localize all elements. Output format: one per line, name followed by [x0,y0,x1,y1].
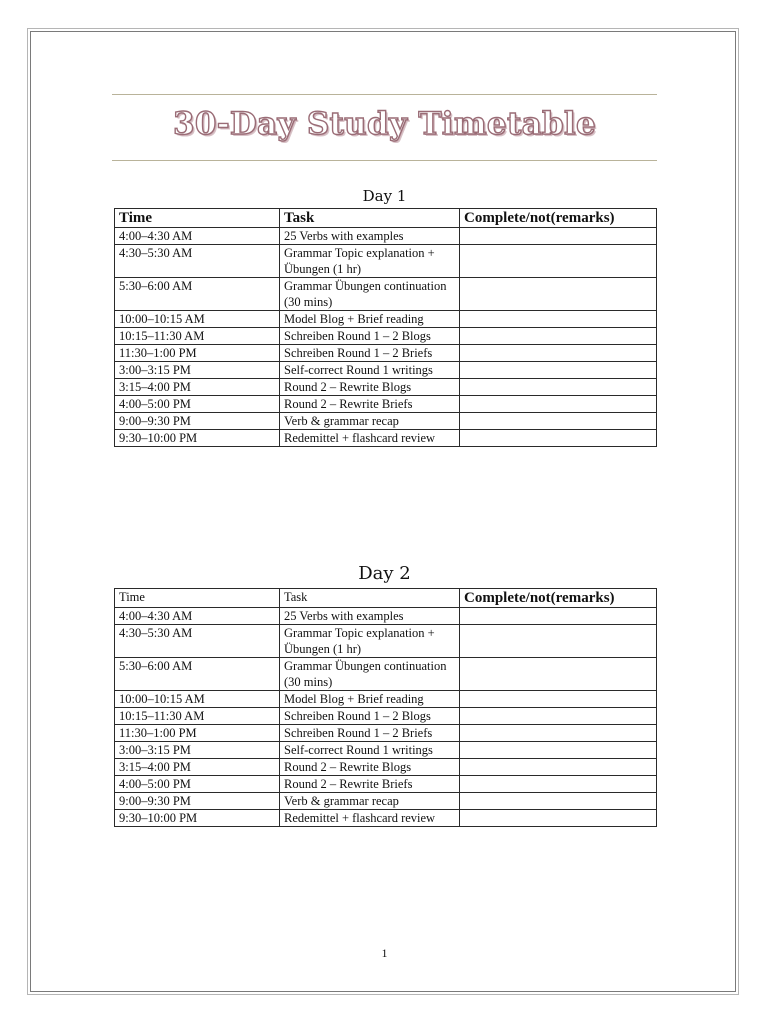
document-title: 30-Day Study Timetable [172,106,597,142]
table-row [115,691,657,708]
table-row [115,345,657,362]
time-cell: 4:00–5:00 PM [115,776,280,793]
remarks-cell [460,345,657,362]
table-row [115,245,657,278]
remarks-cell [460,413,657,430]
time-cell: 5:30–6:00 AM [115,658,280,691]
page-number: 1 [381,946,388,960]
day-1-table-body [115,228,657,447]
remarks-cell [460,793,657,810]
remarks-cell [460,245,657,278]
table-row [115,228,657,245]
remarks-cell [460,379,657,396]
time-cell: 3:00–3:15 PM [115,742,280,759]
header-task: Task [280,589,460,608]
remarks-cell [460,658,657,691]
remarks-cell [460,328,657,345]
time-cell: 4:30–5:30 AM [115,245,280,278]
remarks-cell [460,691,657,708]
remarks-cell [460,311,657,328]
header-time: Time [115,589,280,608]
day-2-heading: Day 2 [358,563,411,584]
day-2-table [114,588,657,827]
table-row [115,776,657,793]
remarks-cell [460,725,657,742]
table-row [115,658,657,691]
time-cell: 9:00–9:30 PM [115,413,280,430]
table-row [115,379,657,396]
table-row [115,759,657,776]
task-cell: Schreiben Round 1 – 2 Briefs [280,725,460,742]
task-cell: Grammar Übungen continuation (30 mins) [280,658,460,691]
task-cell: Grammar Topic explanation + Übungen (1 hr) [280,245,460,278]
remarks-cell [460,742,657,759]
time-cell: 10:15–11:30 AM [115,708,280,725]
time-cell: 3:15–4:00 PM [115,379,280,396]
task-cell: Schreiben Round 1 – 2 Blogs [280,708,460,725]
header-remarks: Complete/not(remarks) [460,209,657,228]
title-top-rule [112,94,657,95]
table-row [115,742,657,759]
table-row [115,430,657,447]
table-row [115,625,657,658]
task-cell: Verb & grammar recap [280,413,460,430]
time-cell: 11:30–1:00 PM [115,725,280,742]
header-time: Time [115,209,280,228]
table-row [115,793,657,810]
time-cell: 4:30–5:30 AM [115,625,280,658]
task-cell: Grammar Topic explanation + Übungen (1 hr) [280,625,460,658]
remarks-cell [460,228,657,245]
table-row [115,725,657,742]
time-cell: 10:00–10:15 AM [115,691,280,708]
time-cell: 10:15–11:30 AM [115,328,280,345]
task-cell: Schreiben Round 1 – 2 Briefs [280,345,460,362]
remarks-cell [460,708,657,725]
title-bottom-rule [112,160,657,161]
task-cell: Self-correct Round 1 writings [280,742,460,759]
task-cell: Self-correct Round 1 writings [280,362,460,379]
time-cell: 9:30–10:00 PM [115,810,280,827]
task-cell: Round 2 – Rewrite Briefs [280,776,460,793]
task-cell: Redemittel + flashcard review [280,430,460,447]
table-row [115,362,657,379]
time-cell: 4:00–4:30 AM [115,608,280,625]
header-remarks: Complete/not(remarks) [460,589,657,608]
table-row [115,311,657,328]
remarks-cell [460,810,657,827]
table-row [115,278,657,311]
task-cell: Verb & grammar recap [280,793,460,810]
task-cell: Schreiben Round 1 – 2 Blogs [280,328,460,345]
task-cell: Round 2 – Rewrite Blogs [280,379,460,396]
time-cell: 5:30–6:00 AM [115,278,280,311]
time-cell: 11:30–1:00 PM [115,345,280,362]
time-cell: 10:00–10:15 AM [115,311,280,328]
table-row [115,708,657,725]
table-row [115,810,657,827]
remarks-cell [460,362,657,379]
table-header-row [115,589,657,608]
table-header-row [115,209,657,228]
time-cell: 4:00–5:00 PM [115,396,280,413]
time-cell: 9:00–9:30 PM [115,793,280,810]
task-cell: 25 Verbs with examples [280,608,460,625]
task-cell: 25 Verbs with examples [280,228,460,245]
remarks-cell [460,430,657,447]
day-2-table-body [115,608,657,827]
table-row [115,608,657,625]
time-cell: 3:15–4:00 PM [115,759,280,776]
remarks-cell [460,278,657,311]
task-cell: Redemittel + flashcard review [280,810,460,827]
task-cell: Model Blog + Brief reading [280,311,460,328]
day-1-heading: Day 1 [362,187,407,205]
remarks-cell [460,759,657,776]
table-row [115,413,657,430]
time-cell: 4:00–4:30 AM [115,228,280,245]
page-border [30,31,736,992]
task-cell: Model Blog + Brief reading [280,691,460,708]
remarks-cell [460,625,657,658]
table-row [115,396,657,413]
day-1-table [114,208,657,447]
remarks-cell [460,396,657,413]
task-cell: Grammar Übungen continuation (30 mins) [280,278,460,311]
task-cell: Round 2 – Rewrite Blogs [280,759,460,776]
remarks-cell [460,608,657,625]
remarks-cell [460,776,657,793]
time-cell: 9:30–10:00 PM [115,430,280,447]
task-cell: Round 2 – Rewrite Briefs [280,396,460,413]
header-task: Task [280,209,460,228]
time-cell: 3:00–3:15 PM [115,362,280,379]
table-row [115,328,657,345]
